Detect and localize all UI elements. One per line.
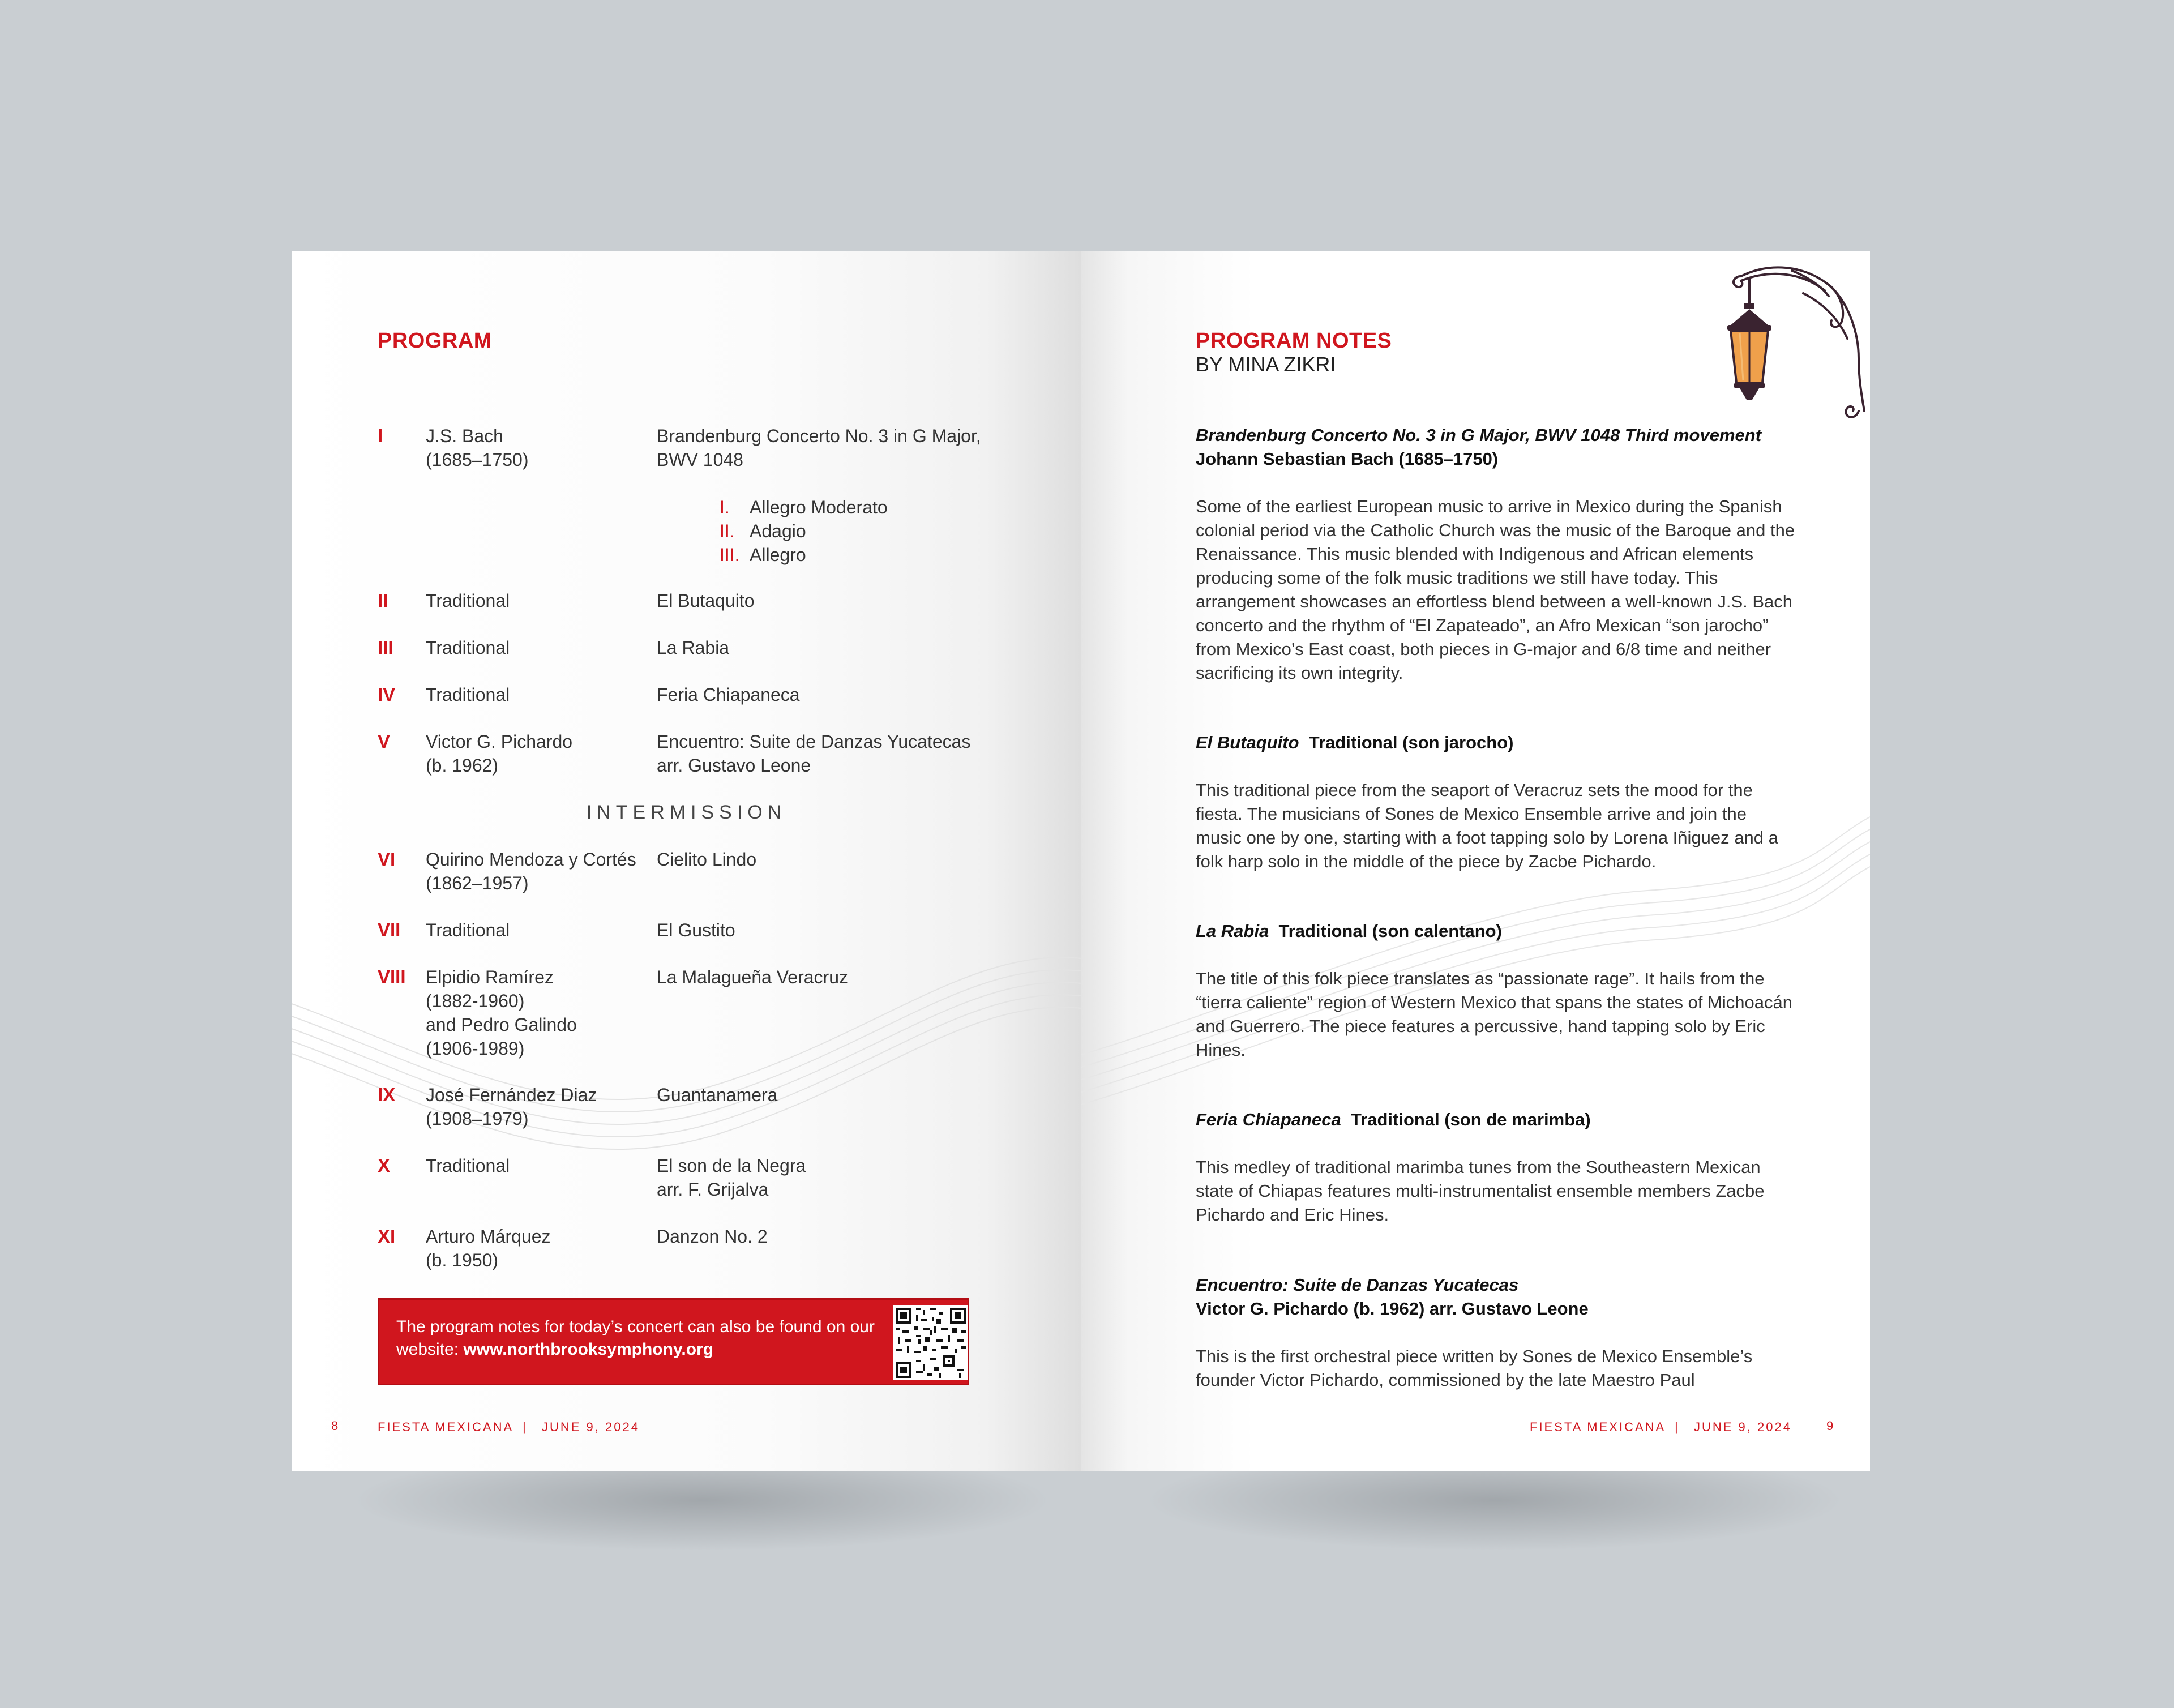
note-title: [1196, 1273, 1518, 1297]
program-number: IV: [378, 684, 396, 705]
program-composer: J.S. Bach (1685–1750): [426, 426, 529, 470]
movement-number: III.: [720, 545, 740, 565]
folio-date: JUNE 9, 2024: [1694, 1420, 1792, 1434]
program-work: Encuentro: Suite de Danzas Yucatecas arr. Gustavo Leone: [657, 731, 971, 776]
movement-number: I.: [720, 497, 730, 517]
program-composer: Arturo Márquez (b. 1950): [426, 1226, 551, 1270]
note-work: El Butaquito: [1196, 733, 1299, 752]
program-number: II: [378, 590, 388, 611]
note-title: [1196, 423, 1761, 447]
program-number: X: [378, 1155, 391, 1176]
note-body: This is the first orchestral piece written by Sones de Mexico Ensemble’s founder Victor Pichardo, commissioned by the late Maestro Paul: [1196, 1346, 1753, 1390]
movement-item: [720, 495, 888, 519]
page-title: PROGRAM NOTES: [1196, 329, 1392, 353]
note-work: Feria Chiapaneca: [1196, 1110, 1341, 1129]
note-work: Encuentro: Suite de Danzas Yucatecas: [1196, 1275, 1519, 1295]
program-composer: Traditional: [426, 684, 510, 705]
intermission-label: INTERMISSION: [586, 802, 787, 823]
program-number: I: [378, 425, 383, 446]
note-body: Some of the earliest European music to arrive in Mexico during the Spanish colonial period via the Catholic Church was the music of the Baroque and the Renaissance. This music blended with Indigenous and African elements producing some of the folk music traditions we still have today. This arrangement showcases an effortless blend between a well-known J.S. Bach concerto and the rhythm of “El Zapateado”, an Afro Mexican “son jarocho” from Mexico’s East coast, both pieces in G-major and 6/8 time and neither sacrificing its own integrity.: [1196, 496, 1795, 683]
program-work: La Malagueña Veracruz: [657, 967, 848, 987]
program-composer: Traditional: [426, 920, 510, 940]
note-title: [1196, 919, 1502, 943]
right-page: [1081, 251, 1870, 1471]
program-work: Brandenburg Concerto No. 3 in G Major, BWV 1048: [657, 426, 981, 470]
program-number: VIII: [378, 966, 406, 987]
note-title: [1196, 1108, 1591, 1132]
note-work: Brandenburg Concerto No. 3 in G Major, BWV 1048 Third movement: [1196, 425, 1762, 445]
program-composer: Traditional: [426, 1155, 510, 1176]
program-work: El Gustito: [657, 920, 735, 940]
note-credit: Johann Sebastian Bach (1685–1750): [1196, 449, 1499, 469]
program-number: VI: [378, 849, 396, 870]
note-work: La Rabia: [1196, 921, 1269, 941]
movement-item: [720, 543, 806, 567]
movement-title: Adagio: [750, 521, 806, 541]
program-number: VII: [378, 919, 401, 940]
page-title: PROGRAM: [378, 329, 492, 353]
qr-code-icon[interactable]: [893, 1305, 968, 1380]
movement-item: [720, 519, 806, 543]
folio-date: JUNE 9, 2024: [542, 1420, 640, 1434]
folio-separator: |: [1675, 1420, 1680, 1434]
callout-text: The program notes for today’s concert can also be found on our website: www.northbrooksymphony.org: [396, 1317, 875, 1359]
folio-event: FIESTA MEXICANA: [378, 1420, 514, 1434]
program-work: Cielito Lindo: [657, 849, 757, 870]
note-credit: Traditional (son calentano): [1278, 921, 1502, 941]
note-credit: Victor G. Pichardo (b. 1962) arr. Gustavo Leone: [1196, 1299, 1589, 1319]
movement-number: II.: [720, 521, 735, 541]
note-body: This traditional piece from the seaport of Veracruz sets the mood for the fiesta. The musicians of Sones de Mexico Ensemble arrive and join the music one by one, starting with a foot tapping solo by Lorena Iñiguez and a folk harp solo in the middle of the piece by Zacbe Pichardo.: [1196, 780, 1778, 871]
movement-title: Allegro: [750, 545, 806, 565]
program-number: XI: [378, 1226, 396, 1247]
program-composer: Victor G. Pichardo (b. 1962): [426, 731, 573, 776]
movement-title: Allegro Moderato: [750, 497, 888, 517]
program-number: III: [378, 637, 393, 658]
website-callout: [378, 1298, 969, 1385]
program-composer: Traditional: [426, 590, 510, 611]
byline: BY MINA ZIKRI: [1196, 353, 1336, 376]
note-title: [1196, 731, 1513, 755]
page-number: 8: [331, 1419, 339, 1433]
program-composer: Elpidio Ramírez (1882-1960) and Pedro Galindo (1906-1989): [426, 967, 577, 1059]
program-number: V: [378, 731, 391, 752]
program-work: El son de la Negra arr. F. Grijalva: [657, 1155, 806, 1200]
folio-separator: |: [523, 1420, 528, 1434]
website-link[interactable]: www.northbrooksymphony.org: [463, 1340, 714, 1359]
program-composer: Traditional: [426, 637, 510, 658]
note-body: The title of this folk piece translates as “passionate rage”. It hails from the “tierra caliente” region of Western Mexico that spans the states of Michoacán and Guerrero. The piece features a percussive, hand tapping solo by Eric Hines.: [1196, 969, 1792, 1060]
left-page: [292, 251, 1081, 1471]
program-work: La Rabia: [657, 637, 730, 658]
note-credit: Traditional (son de marimba): [1350, 1110, 1591, 1129]
page-number: 9: [1826, 1419, 1834, 1433]
note-credit: Traditional (son jarocho): [1308, 733, 1514, 752]
program-composer: Quirino Mendoza y Cortés (1862–1957): [426, 849, 636, 893]
program-composer: José Fernández Diaz (1908–1979): [426, 1085, 597, 1129]
program-work: El Butaquito: [657, 590, 755, 611]
program-work: Guantanamera: [657, 1085, 778, 1105]
program-work: Feria Chiapaneca: [657, 684, 800, 705]
program-number: IX: [378, 1084, 396, 1105]
program-work: Danzon No. 2: [657, 1226, 768, 1247]
lantern-icon: [1707, 259, 1870, 429]
folio-event: FIESTA MEXICANA: [1530, 1420, 1666, 1434]
note-body: This medley of traditional marimba tunes from the Southeastern Mexican state of Chiapas features multi-instrumentalist ensemble members Zacbe Pichardo and Eric Hines.: [1196, 1157, 1765, 1225]
